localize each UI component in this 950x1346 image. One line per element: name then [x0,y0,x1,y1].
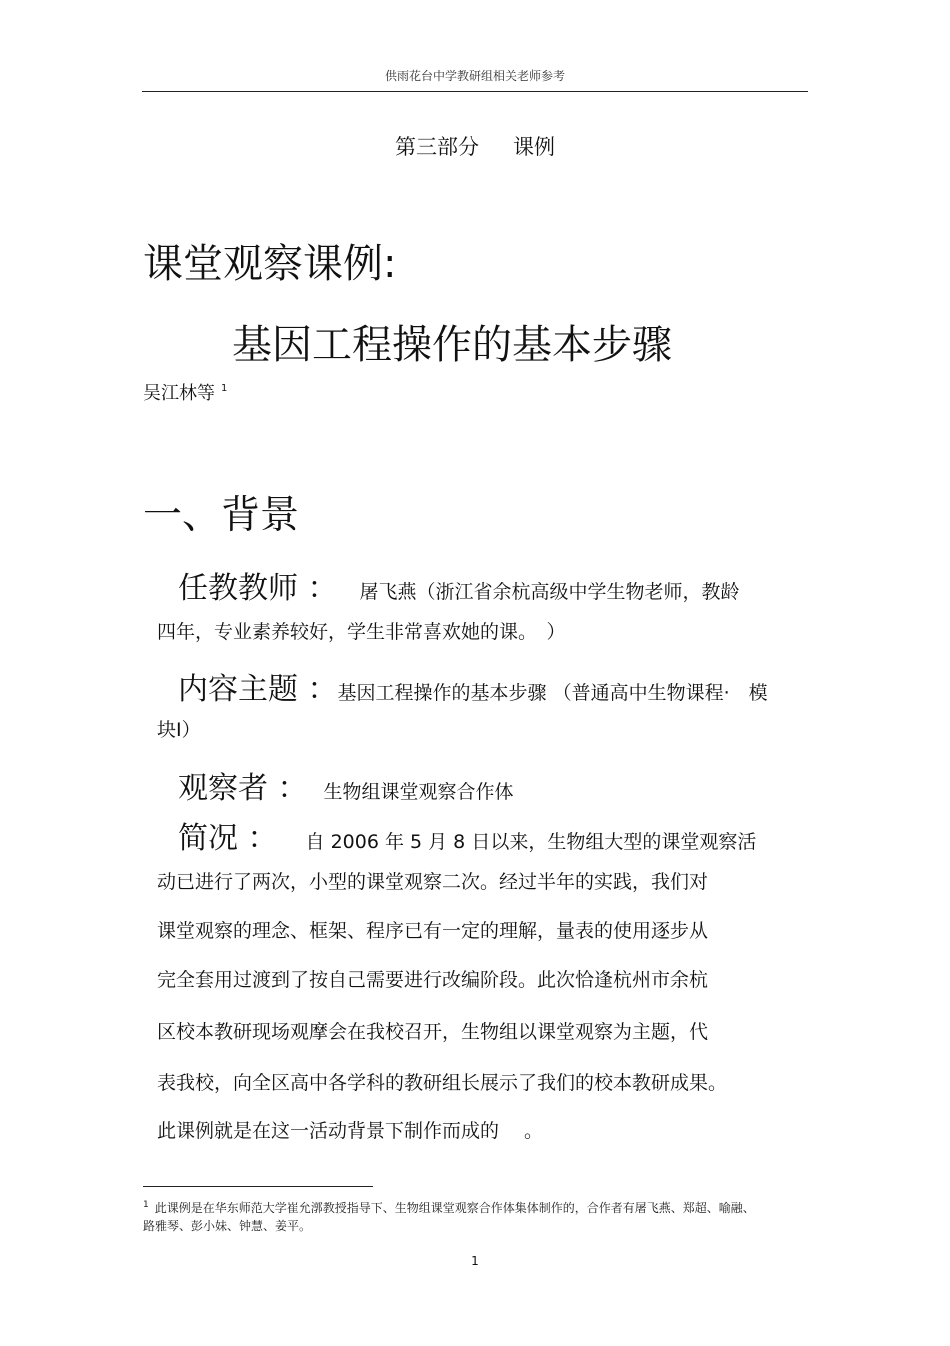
header-rule [142,91,808,92]
topic-label: 内容主题 ： [178,672,338,707]
teacher-value: 屠飞燕（浙江省余杭高级中学生物老师，教龄 [359,581,740,603]
overview-line: 自 2006 年 5 月 8 日以来，生物组大型的课堂观察活 [305,831,757,853]
part-number: 第三部分 [395,135,479,159]
page-number: 1 [471,1254,479,1268]
overview-label: 简况 ： [178,821,278,856]
document-title-line1: 课堂观察课例: [143,241,397,287]
part-title: 课例 [513,135,555,159]
footnote [143,1196,763,1235]
overview-line: 完全套用过渡到了按自己需要进行改编阶段。此次恰逢杭州市余杭 [157,969,709,991]
topic-row [178,664,768,708]
teacher-row [178,563,740,607]
teacher-label: 任教教师 ： [178,571,338,606]
observer-label: 观察者 ： [178,771,308,806]
overview-line: 区校本教研现场观摩会在我校召开，生物组以课堂观察为主题，代 [157,1021,709,1043]
overview-line: 课堂观察的理念、框架、程序已有一定的理解，量表的使用逐步从 [157,920,709,942]
section-heading-background: 一、背景 [143,493,300,538]
overview-line: 动已进行了两次，小型的课堂观察二次。经过半年的实践，我们对 [157,871,709,893]
author-name: 吴江林等 [143,383,215,404]
author [143,379,227,405]
teacher-value-cont: 四年，专业素养较好，学生非常喜欢她的课。 ） [157,621,566,643]
overview-row [178,813,756,857]
topic-value: 基因工程操作的基本步骤 （普通高中生物课程· 模 [337,682,768,704]
running-header: 供雨花台中学教研组相关老师参考 [384,69,565,83]
author-footnote-mark: 1 [221,383,228,394]
footnote-rule [143,1186,373,1187]
footnote-mark: 1 [143,1200,149,1210]
overview-line: 表我校，向全区高中各学科的教研组长展示了我们的校本教研成果。 [157,1072,728,1094]
footnote-text: 此课例是在华东师范大学崔允漷教授指导下、生物组课堂观察合作体集体制作的，合作者有屠飞燕、郑超、喻融、路雅琴、彭小妹、钟慧、姜平。 [143,1201,755,1233]
observer-row [178,763,514,807]
observer-value: 生物组课堂观察合作体 [323,781,514,803]
overview-line: 此课例就是在这一活动背景下制作而成的 。 [157,1120,544,1142]
topic-value-cont: 块Ⅰ） [157,719,201,741]
part-heading [0,131,950,161]
document-title-line2: 基因工程操作的基本步骤 [232,322,672,368]
